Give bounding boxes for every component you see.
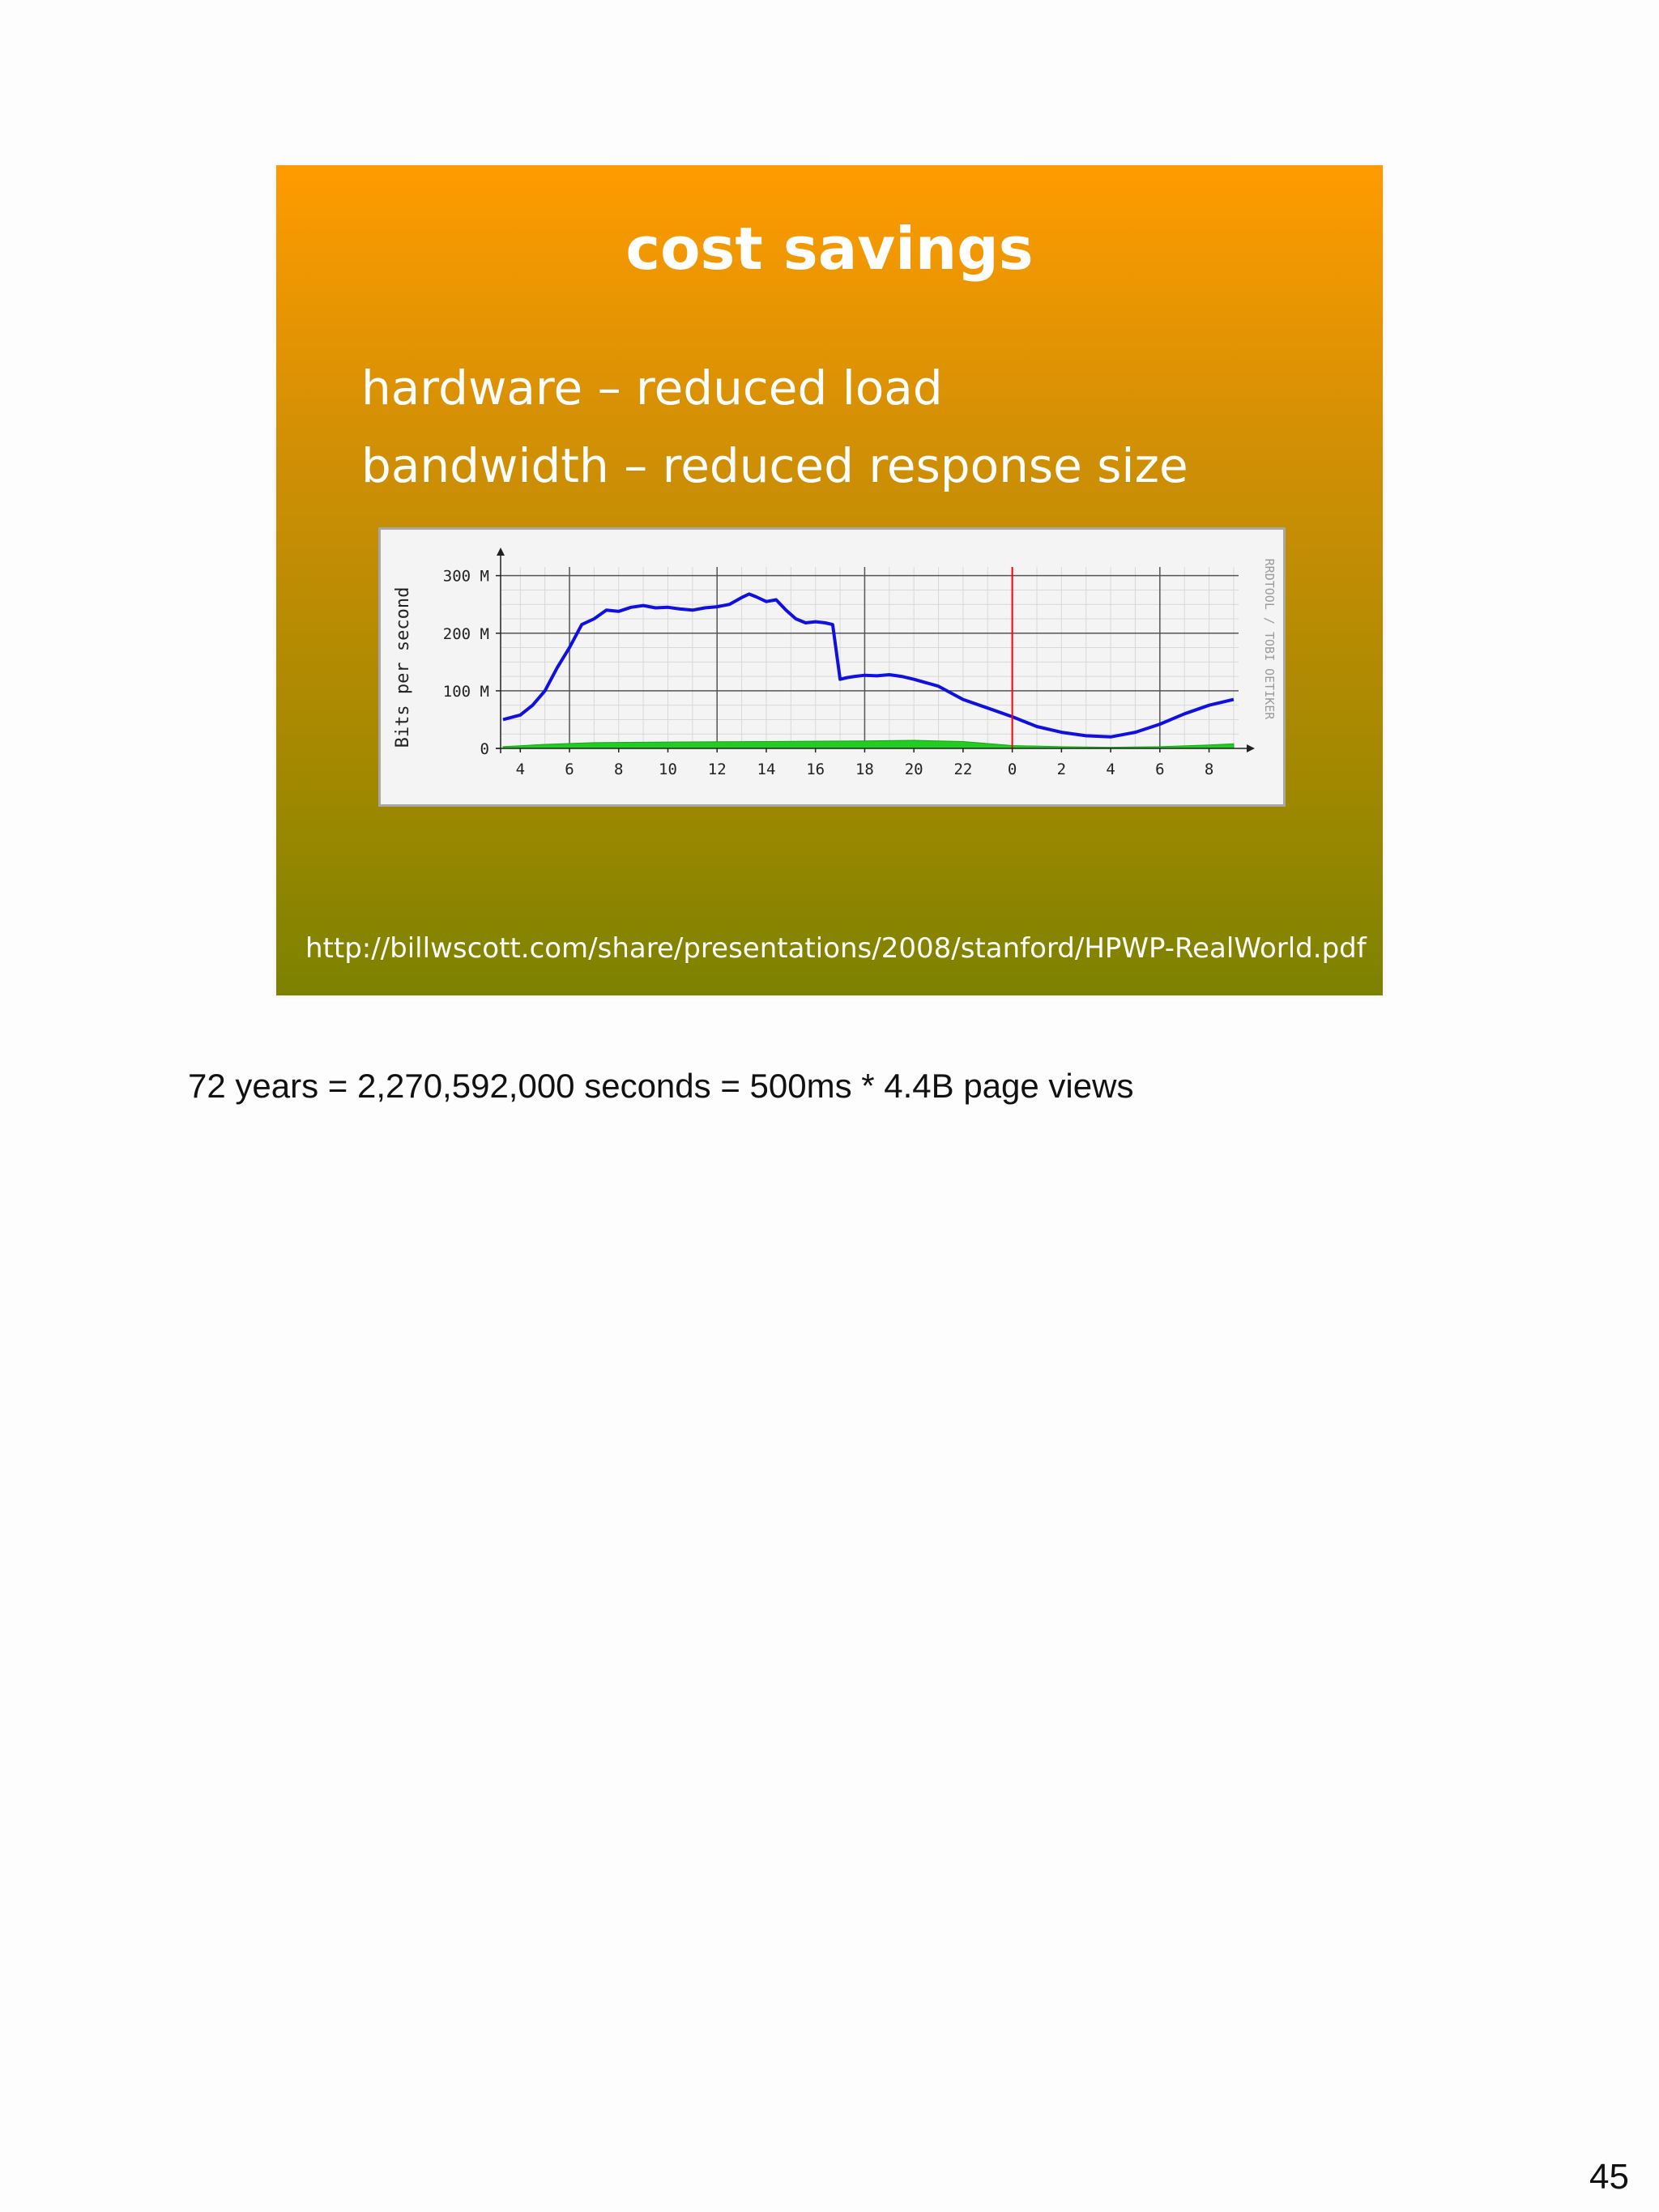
y-tick-label: 300 M <box>442 567 489 586</box>
slide <box>276 165 1383 995</box>
x-tick-label: 18 <box>855 761 874 778</box>
slide-title: cost savings <box>625 215 1034 283</box>
x-tick-label: 4 <box>1106 761 1115 778</box>
x-tick-label: 6 <box>1155 761 1165 778</box>
x-tick-label: 10 <box>659 761 677 778</box>
bandwidth-chart <box>378 527 1286 807</box>
x-tick-label: 20 <box>904 761 923 778</box>
y-tick-label: 0 <box>480 740 489 758</box>
y-tick-label: 200 M <box>442 624 489 643</box>
speaker-notes: 72 years = 2,270,592,000 seconds = 500ms * 4.4B page views <box>188 1067 1134 1105</box>
x-tick-label: 6 <box>565 761 574 778</box>
chart-watermark: RRDTOOL / TOBI OETIKER <box>1262 558 1277 720</box>
bandwidth-chart-svg <box>381 530 1283 804</box>
x-tick-label: 22 <box>953 761 973 778</box>
x-tick-label: 2 <box>1056 761 1067 778</box>
x-tick-label: 16 <box>806 761 825 778</box>
bullet-bandwidth: bandwidth – reduced response size <box>361 438 1188 493</box>
x-tick-label: 0 <box>1007 761 1017 778</box>
bullet-hardware: hardware – reduced load <box>361 360 943 416</box>
y-axis-label: Bits per second <box>393 586 413 748</box>
x-tick-label: 12 <box>707 761 727 778</box>
y-tick-label: 100 M <box>442 682 489 701</box>
x-tick-label: 8 <box>614 761 624 778</box>
x-tick-label: 4 <box>515 761 526 778</box>
x-tick-label: 8 <box>1204 761 1214 778</box>
x-tick-label: 14 <box>757 761 776 778</box>
page-number: 45 <box>1589 2157 1629 2197</box>
source-link[interactable]: http://billwscott.com/share/presentations/2008/stanford/HPWP-RealWorld.pdf <box>305 932 1367 965</box>
